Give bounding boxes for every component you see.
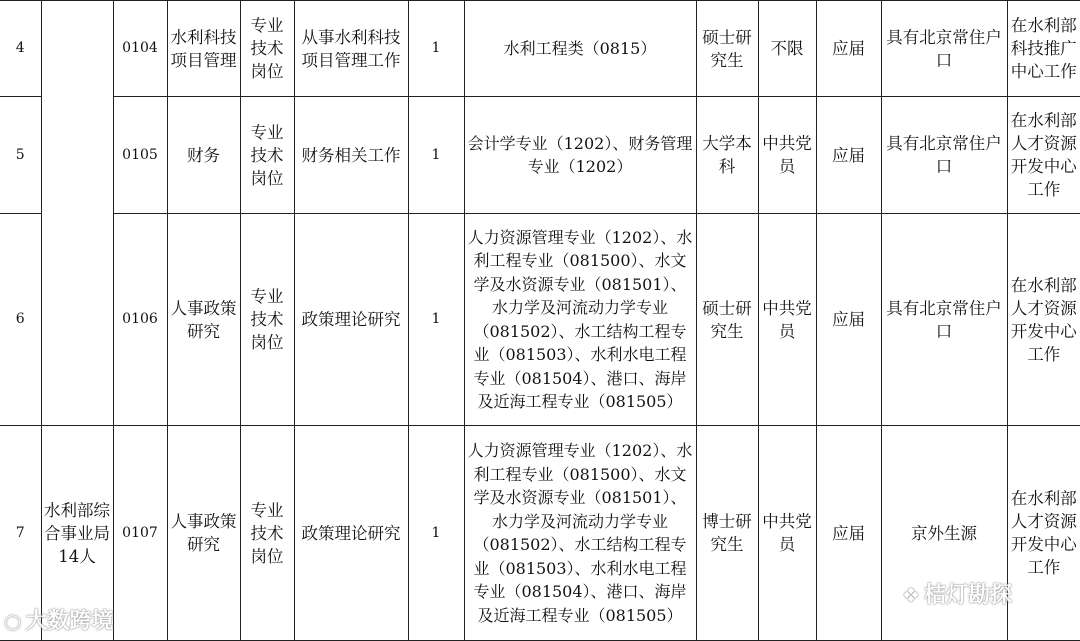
education-cell: 博士研究生	[696, 426, 758, 641]
weibo-icon: ○	[4, 609, 22, 633]
seq-cell: 7	[0, 426, 41, 641]
watermark-left-text: 大数跨境	[25, 609, 114, 634]
education-cell: 硕士研究生	[696, 214, 758, 426]
post-name-cell: 财务	[167, 97, 240, 214]
duties-cell: 从事水利科技项目管理工作	[294, 1, 408, 97]
source-cell: 应届	[816, 1, 881, 97]
table-row	[0, 1, 1080, 97]
seq-cell: 4	[0, 1, 41, 97]
education-cell: 大学本科	[696, 97, 758, 214]
duties-cell: 政策理论研究	[294, 214, 408, 426]
requirement-cell: 具有北京常住户口	[881, 1, 1007, 97]
unit-cell-continued	[41, 1, 113, 426]
post-name-cell: 人事政策研究	[167, 214, 240, 426]
code-cell: 0106	[113, 214, 167, 426]
code-cell: 0104	[113, 1, 167, 97]
note-cell: 在水利部科技推广中心工作	[1007, 1, 1080, 97]
duties-cell: 政策理论研究	[294, 426, 408, 641]
wechat-icon: ❖	[902, 583, 920, 607]
note-cell: 在水利部人才资源开发中心工作	[1007, 214, 1080, 426]
post-type-cell: 专业技术岗位	[240, 1, 294, 97]
post-type-cell: 专业技术岗位	[240, 426, 294, 641]
major-cell: 人力资源管理专业（1202）、水利工程专业（081500）、水文学及水资源专业（081501）、水力学及河流动力学专业（081502）、水工结构工程专业（081503）、水利水电工程专业（081504）、港口、海岸及近海工程专业（081505）	[464, 214, 696, 426]
politics-cell: 中共党员	[758, 97, 816, 214]
unit-cell: 水利部综合事业局14人	[41, 426, 113, 641]
politics-cell: 中共党员	[758, 426, 816, 641]
watermark-right-text: 桔灯勘探	[923, 583, 1012, 608]
requirement-cell: 京外生源	[881, 426, 1007, 641]
table-row	[0, 97, 1080, 214]
major-cell: 水利工程类（0815）	[464, 1, 696, 97]
table-row	[0, 214, 1080, 426]
education-cell: 硕士研究生	[696, 1, 758, 97]
major-cell: 人力资源管理专业（1202）、水利工程专业（081500）、水文学及水资源专业（081501）、水力学及河流动力学专业（081502）、水工结构工程专业（081503）、水利水电工程专业（081504）、港口、海岸及近海工程专业（081505）	[464, 426, 696, 641]
seq-cell: 5	[0, 97, 41, 214]
seq-cell: 6	[0, 214, 41, 426]
post-name-cell: 人事政策研究	[167, 426, 240, 641]
watermark-right	[902, 578, 1012, 609]
count-cell: 1	[408, 426, 464, 641]
count-cell: 1	[408, 214, 464, 426]
requirement-cell: 具有北京常住户口	[881, 97, 1007, 214]
source-cell: 应届	[816, 97, 881, 214]
code-cell: 0105	[113, 97, 167, 214]
major-cell: 会计学专业（1202）、财务管理专业（1202）	[464, 97, 696, 214]
count-cell: 1	[408, 1, 464, 97]
source-cell: 应届	[816, 214, 881, 426]
note-cell: 在水利部人才资源开发中心工作	[1007, 97, 1080, 214]
count-cell: 1	[408, 97, 464, 214]
duties-cell: 财务相关工作	[294, 97, 408, 214]
code-cell: 0107	[113, 426, 167, 641]
post-type-cell: 专业技术岗位	[240, 214, 294, 426]
post-name-cell: 水利科技项目管理	[167, 1, 240, 97]
source-cell: 应届	[816, 426, 881, 641]
note-cell: 在水利部人才资源开发中心工作	[1007, 426, 1080, 641]
post-type-cell: 专业技术岗位	[240, 97, 294, 214]
politics-cell: 中共党员	[758, 214, 816, 426]
watermark-left	[4, 604, 113, 635]
politics-cell: 不限	[758, 1, 816, 97]
requirement-cell: 具有北京常住户口	[881, 214, 1007, 426]
